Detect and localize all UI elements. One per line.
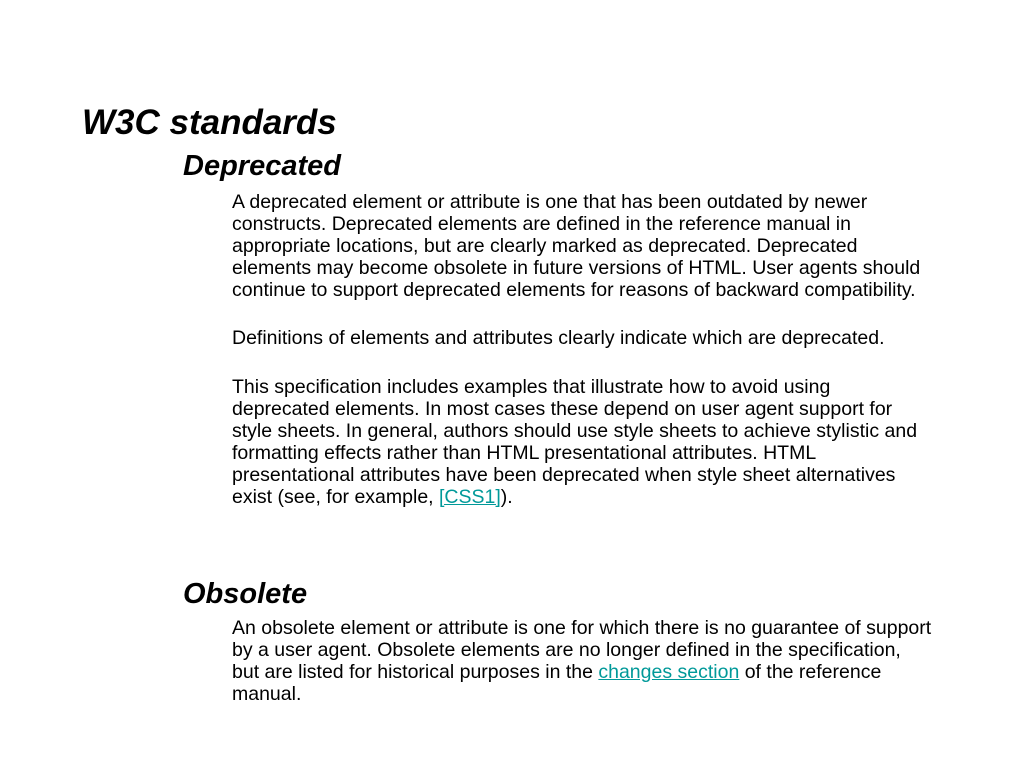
changes-section-link[interactable]: changes section [598, 661, 740, 683]
page-title: W3C standards [82, 103, 337, 142]
deprecated-paragraph-2: Definitions of elements and attributes clearly indicate which are deprecated. [232, 327, 885, 349]
deprecated-paragraph-3-text: This specification includes examples that illustrate how to avoid using deprecated elements. In most cases these depend on user agent support for style sheets. In general, authors should use style sheets to achieve stylistic and formatting effects rather than HTML presentational attributes. HTML presentational attributes have been deprecated when style sheet alternatives exist (see, for example, [232, 376, 918, 508]
deprecated-heading: Deprecated [183, 150, 341, 182]
obsolete-heading: Obsolete [183, 578, 308, 610]
deprecated-paragraph-3-end: ). [500, 486, 513, 508]
deprecated-paragraph-1: A deprecated element or attribute is one that has been outdated by newer constructs. Deprecated elements are defined in the reference manual in appropriate locations, but are clearly marked as deprecated. Deprecated elements may become obsolete in future versions of HTML. User agents should continue to support deprecated elements for reasons of backward compatibility. [232, 191, 921, 301]
obsolete-paragraph [232, 617, 932, 705]
css1-link[interactable]: [CSS1] [439, 486, 501, 508]
obsolete-paragraph-text: An obsolete element or attribute is one for which there is no guarantee of support by a user agent. Obsolete elements are no longer defined in the specification, but are listed for historical purposes in the [232, 617, 932, 683]
deprecated-paragraph-3 [232, 376, 932, 508]
obsolete-paragraph-end: of the reference manual. [232, 661, 882, 705]
